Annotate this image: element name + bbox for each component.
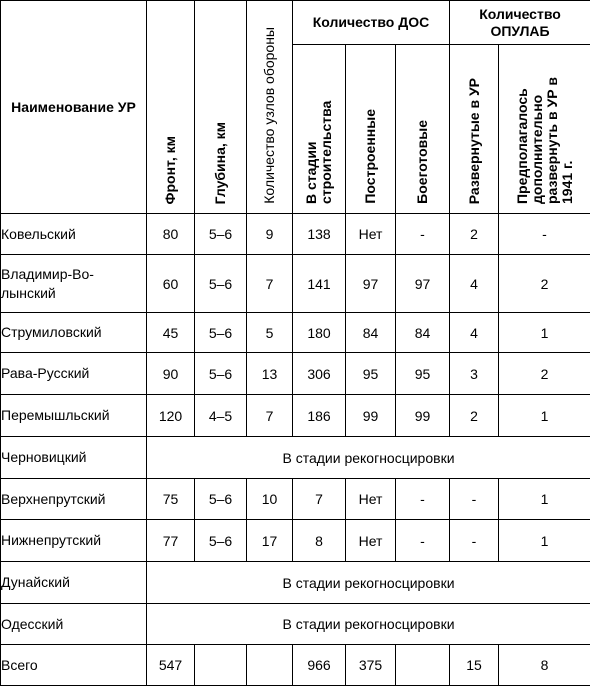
value-cell: Нет [346,479,396,520]
value-cell: 95 [346,353,396,395]
table-row [1,562,590,604]
value-cell: Нет [346,214,396,255]
value-cell: 75 [147,479,195,520]
table-body [1,214,590,686]
value-cell: 138 [293,214,346,255]
value-cell: 375 [346,645,396,686]
header-front: Фронт, км [147,1,195,214]
value-cell: 141 [293,255,346,313]
value-cell [247,645,293,686]
value-cell: 99 [396,395,450,437]
value-cell: 80 [147,214,195,255]
row-name-cell: Верхнепрутский [1,479,147,520]
value-cell: 97 [346,255,396,313]
value-cell: 84 [396,313,450,353]
status-span-cell: В стадии рекогносцировки [147,437,590,479]
row-name-cell: Струмиловский [1,313,147,353]
table-row [1,520,590,562]
value-cell: 2 [450,395,499,437]
header-opulab-group: Количество ОПУЛАБ [450,1,590,45]
status-span-cell: В стадии рекогносцировки [147,604,590,645]
value-cell: 7 [247,255,293,313]
value-cell: 9 [247,214,293,255]
value-cell: 186 [293,395,346,437]
header-name: Наименование УР [1,1,147,214]
value-cell: 45 [147,313,195,353]
value-cell: 84 [346,313,396,353]
value-cell: 17 [247,520,293,562]
value-cell: - [396,214,450,255]
header-defense-nodes: Количество узлов обороны [247,1,293,214]
row-name-cell: Перемышльский [1,395,147,437]
value-cell: 3 [450,353,499,395]
value-cell: 5–6 [195,214,247,255]
value-cell: 7 [247,395,293,437]
value-cell: 8 [293,520,346,562]
value-cell: - [450,520,499,562]
value-cell: 8 [499,645,590,686]
value-cell: 120 [147,395,195,437]
header-dos-construction: В стадии строительства [293,45,346,214]
table-row [1,437,590,479]
value-cell: 1 [499,479,590,520]
value-cell: 5–6 [195,313,247,353]
header-dos-built: Построенные [346,45,396,214]
table-row [1,479,590,520]
row-name-cell: Владимир-Во-лынский [1,255,147,313]
header-dos-ready: Боеготовые [396,45,450,214]
table-row [1,313,590,353]
value-cell: 5–6 [195,520,247,562]
row-name-cell: Всего [1,645,147,686]
value-cell: - [396,479,450,520]
value-cell: 2 [450,214,499,255]
status-span-cell: В стадии рекогносцировки [147,562,590,604]
value-cell: 2 [499,255,590,313]
value-cell: 547 [147,645,195,686]
table-row [1,353,590,395]
value-cell [195,645,247,686]
value-cell: Нет [346,520,396,562]
table-row [1,604,590,645]
value-cell: 5–6 [195,479,247,520]
value-cell: - [450,479,499,520]
value-cell: 306 [293,353,346,395]
row-name-cell: Нижнепрутский [1,520,147,562]
value-cell: 2 [499,353,590,395]
value-cell: 1 [499,395,590,437]
table-row [1,255,590,313]
value-cell: 5–6 [195,255,247,313]
value-cell: 99 [346,395,396,437]
value-cell: 1 [499,313,590,353]
value-cell [396,645,450,686]
value-cell: 966 [293,645,346,686]
value-cell: 90 [147,353,195,395]
table-row [1,395,590,437]
value-cell: 4 [450,255,499,313]
header-opulab-deployed: Развернутые в УР [450,45,499,214]
value-cell: 97 [396,255,450,313]
row-name-cell: Черновицкий [1,437,147,479]
value-cell: 180 [293,313,346,353]
table-row [1,214,590,255]
value-cell: 10 [247,479,293,520]
value-cell: 1 [499,520,590,562]
row-name-cell: Дунайский [1,562,147,604]
row-name-cell: Одесский [1,604,147,645]
value-cell: - [396,520,450,562]
value-cell: - [499,214,590,255]
value-cell: 13 [247,353,293,395]
row-name-cell: Ковельский [1,214,147,255]
value-cell: 4–5 [195,395,247,437]
value-cell: 4 [450,313,499,353]
header-depth: Глубина, км [195,1,247,214]
value-cell: 5–6 [195,353,247,395]
header-opulab-planned: Предполагалось дополнительно развернуть в УР в 1941 г. [499,45,590,214]
table-row [1,645,590,686]
table-header [1,1,590,214]
value-cell: 7 [293,479,346,520]
value-cell: 95 [396,353,450,395]
header-dos-group: Количество ДОС [293,1,450,45]
row-name-cell: Рава-Русский [1,353,147,395]
value-cell: 5 [247,313,293,353]
value-cell: 60 [147,255,195,313]
value-cell: 77 [147,520,195,562]
value-cell: 15 [450,645,499,686]
